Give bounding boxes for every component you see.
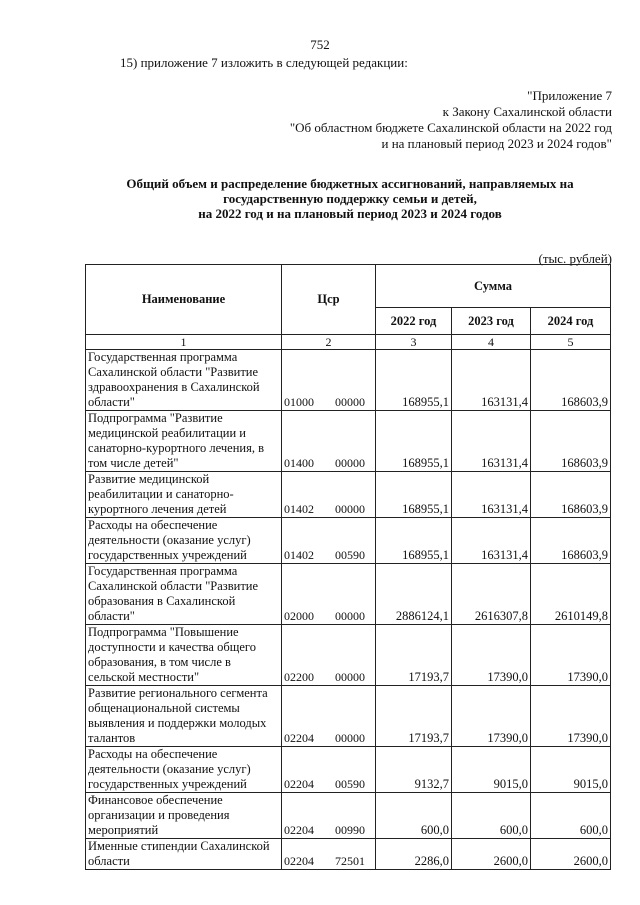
row-2022: 600,0 <box>376 793 452 839</box>
budget-table <box>85 264 611 870</box>
row-csr: 01402 00590 <box>282 518 376 564</box>
row-name: Развитие медицинской реабилитации и санаторно-курортного лечения детей <box>86 472 282 518</box>
table-row <box>86 518 611 564</box>
row-2023: 17390,0 <box>452 686 531 747</box>
row-name: Государственная программа Сахалинской области "Развитие здравоохранения в Сахалинской области" <box>86 350 282 411</box>
appendix-heading <box>290 88 612 152</box>
row-2022: 9132,7 <box>376 747 452 793</box>
col-number: 4 <box>452 335 531 350</box>
row-2022: 168955,1 <box>376 350 452 411</box>
header-2023: 2023 год <box>452 308 531 335</box>
row-2022: 2286,0 <box>376 839 452 870</box>
table-row <box>86 411 611 472</box>
row-name: Расходы на обеспечение деятельности (оказание услуг) государственных учреждений <box>86 518 282 564</box>
col-number: 1 <box>86 335 282 350</box>
row-csr: 01400 00000 <box>282 411 376 472</box>
table-row <box>86 839 611 870</box>
units-label: (тыс. рублей) <box>538 251 612 266</box>
row-name: Подпрограмма "Повышение доступности и качества общего образования, в том числе в сельской местности" <box>86 625 282 686</box>
row-2022: 17193,7 <box>376 686 452 747</box>
header-sum: Сумма <box>376 265 611 308</box>
row-name: Финансовое обеспечение организации и проведения мероприятий <box>86 793 282 839</box>
title-line-1: Общий объем и распределение бюджетных ассигнований, направляемых на <box>126 176 574 191</box>
title-line-3: на 2022 год и на плановый период 2023 и 2024 годов <box>198 206 502 221</box>
col-number: 2 <box>282 335 376 350</box>
row-2024: 9015,0 <box>531 747 611 793</box>
row-2023: 600,0 <box>452 793 531 839</box>
row-2023: 163131,4 <box>452 472 531 518</box>
row-2023: 17390,0 <box>452 625 531 686</box>
row-name: Именные стипендии Сахалинской области <box>86 839 282 870</box>
row-2022: 168955,1 <box>376 472 452 518</box>
row-2023: 2600,0 <box>452 839 531 870</box>
row-csr: 02204 00590 <box>282 747 376 793</box>
header-csr: Цср <box>282 265 376 335</box>
table-row <box>86 625 611 686</box>
title-line-2: государственную поддержку семьи и детей, <box>223 191 477 206</box>
appendix-line-2: к Закону Сахалинской области <box>442 104 612 119</box>
row-2023: 163131,4 <box>452 518 531 564</box>
row-csr: 01000 00000 <box>282 350 376 411</box>
row-2024: 17390,0 <box>531 686 611 747</box>
table-row <box>86 564 611 625</box>
row-2023: 9015,0 <box>452 747 531 793</box>
row-2024: 17390,0 <box>531 625 611 686</box>
col-number: 5 <box>531 335 611 350</box>
row-2022: 2886124,1 <box>376 564 452 625</box>
row-2024: 168603,9 <box>531 472 611 518</box>
appendix-line-1: "Приложение 7 <box>527 88 612 103</box>
row-2024: 2600,0 <box>531 839 611 870</box>
row-2022: 168955,1 <box>376 518 452 564</box>
row-2024: 168603,9 <box>531 518 611 564</box>
row-2023: 163131,4 <box>452 411 531 472</box>
row-name: Развитие регионального сегмента общенациональной системы выявления и поддержки молодых талантов <box>86 686 282 747</box>
row-2022: 17193,7 <box>376 625 452 686</box>
header-2024: 2024 год <box>531 308 611 335</box>
appendix-line-4: и на плановый период 2023 и 2024 годов" <box>381 136 612 151</box>
row-csr: 02204 72501 <box>282 839 376 870</box>
row-2024: 600,0 <box>531 793 611 839</box>
col-number: 3 <box>376 335 452 350</box>
row-2023: 163131,4 <box>452 350 531 411</box>
row-name: Государственная программа Сахалинской области "Развитие образования в Сахалинской области" <box>86 564 282 625</box>
document-title <box>90 176 610 221</box>
row-csr: 01402 00000 <box>282 472 376 518</box>
row-2024: 2610149,8 <box>531 564 611 625</box>
row-2022: 168955,1 <box>376 411 452 472</box>
header-2022: 2022 год <box>376 308 452 335</box>
row-2024: 168603,9 <box>531 350 611 411</box>
table-row <box>86 350 611 411</box>
appendix-line-3: "Об областном бюджете Сахалинской области на 2022 год <box>289 120 612 135</box>
table-row <box>86 747 611 793</box>
row-2024: 168603,9 <box>531 411 611 472</box>
row-csr: 02200 00000 <box>282 625 376 686</box>
table-row <box>86 472 611 518</box>
intro-text: 15) приложение 7 изложить в следующей редакции: <box>120 55 408 70</box>
table-row <box>86 793 611 839</box>
page-number: 752 <box>310 37 330 52</box>
row-csr: 02000 00000 <box>282 564 376 625</box>
row-name: Подпрограмма "Развитие медицинской реабилитации и санаторно-курортного лечения, в том числе детей" <box>86 411 282 472</box>
row-2023: 2616307,8 <box>452 564 531 625</box>
row-csr: 02204 00000 <box>282 686 376 747</box>
row-name: Расходы на обеспечение деятельности (оказание услуг) государственных учреждений <box>86 747 282 793</box>
row-csr: 02204 00990 <box>282 793 376 839</box>
table-row <box>86 686 611 747</box>
header-name: Наименование <box>86 265 282 335</box>
